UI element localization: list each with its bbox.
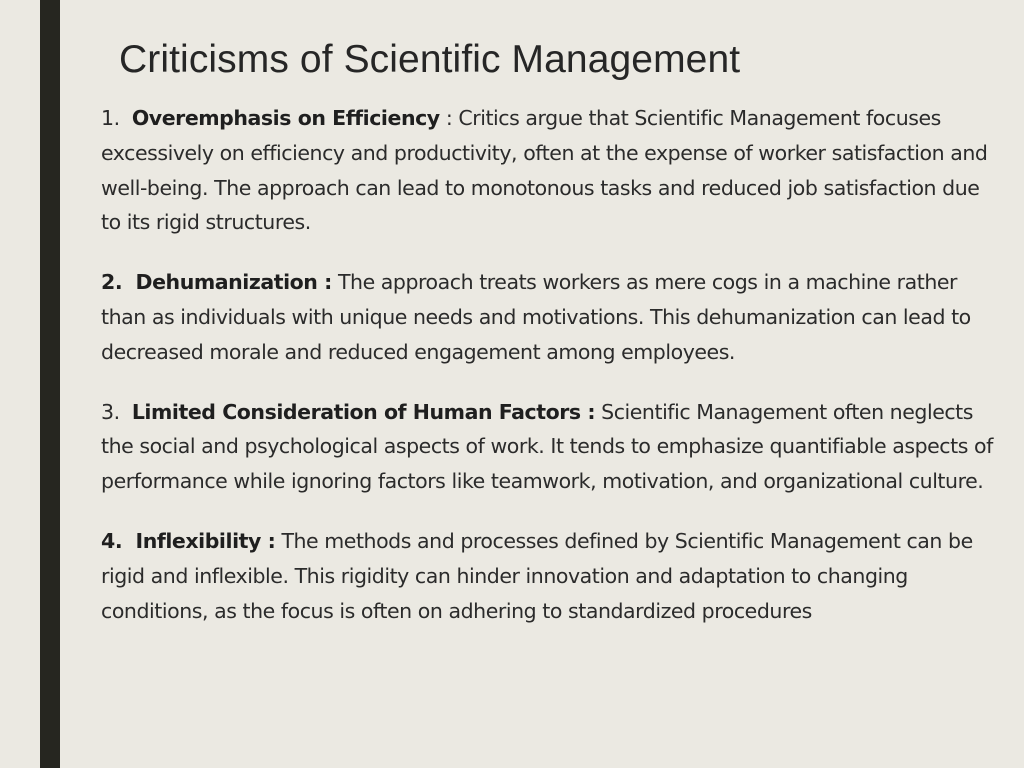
item-heading: Inflexibility <box>135 528 261 553</box>
item-number: 1. <box>101 106 120 130</box>
item-number: 3. <box>101 399 120 424</box>
item-number: 4. <box>101 528 123 553</box>
criticism-item-1 <box>101 101 1001 240</box>
criticism-item-3 <box>101 395 1001 499</box>
item-heading: Limited Consideration of Human Factors <box>131 399 581 424</box>
accent-bar <box>40 0 60 768</box>
item-text: Critics argue that Scientific Management focuses excessively on efficiency and productivity, often at the expense of worker satisfaction and well-being. The approach can lead to monotonous tasks and reduced job satisfaction due to its rigid structures. <box>101 106 988 235</box>
item-number: 2. <box>101 270 123 295</box>
item-text: The approach treats workers as mere cogs in a machine rather than as individuals with unique needs and motivations. This dehumanization can lead to decreased morale and reduced engagement among employees. <box>101 270 971 364</box>
item-separator: : <box>324 270 332 295</box>
item-text: The methods and processes defined by Scientific Management can be rigid and inflexible. This rigidity can hinder innovation and adaptation to changing conditions, as the focus is often on adhering to standardized procedures <box>101 528 973 623</box>
item-separator: : <box>267 528 276 553</box>
item-text: Scientific Management often neglects the social and psychological aspects of work. It tends to emphasize quantifiable aspects of performance while ignoring factors like teamwork, motivation, and organizational culture. <box>101 399 993 494</box>
item-separator: : <box>587 399 596 424</box>
criticism-item-2 <box>101 265 1001 369</box>
item-heading: Dehumanization <box>135 270 318 295</box>
item-heading: Overemphasis on Efficiency <box>131 106 440 130</box>
criticisms-list <box>101 101 1001 628</box>
criticism-item-4 <box>101 524 1001 628</box>
slide-title: Criticisms of Scientific Management <box>119 38 741 81</box>
item-separator: : <box>445 106 453 130</box>
